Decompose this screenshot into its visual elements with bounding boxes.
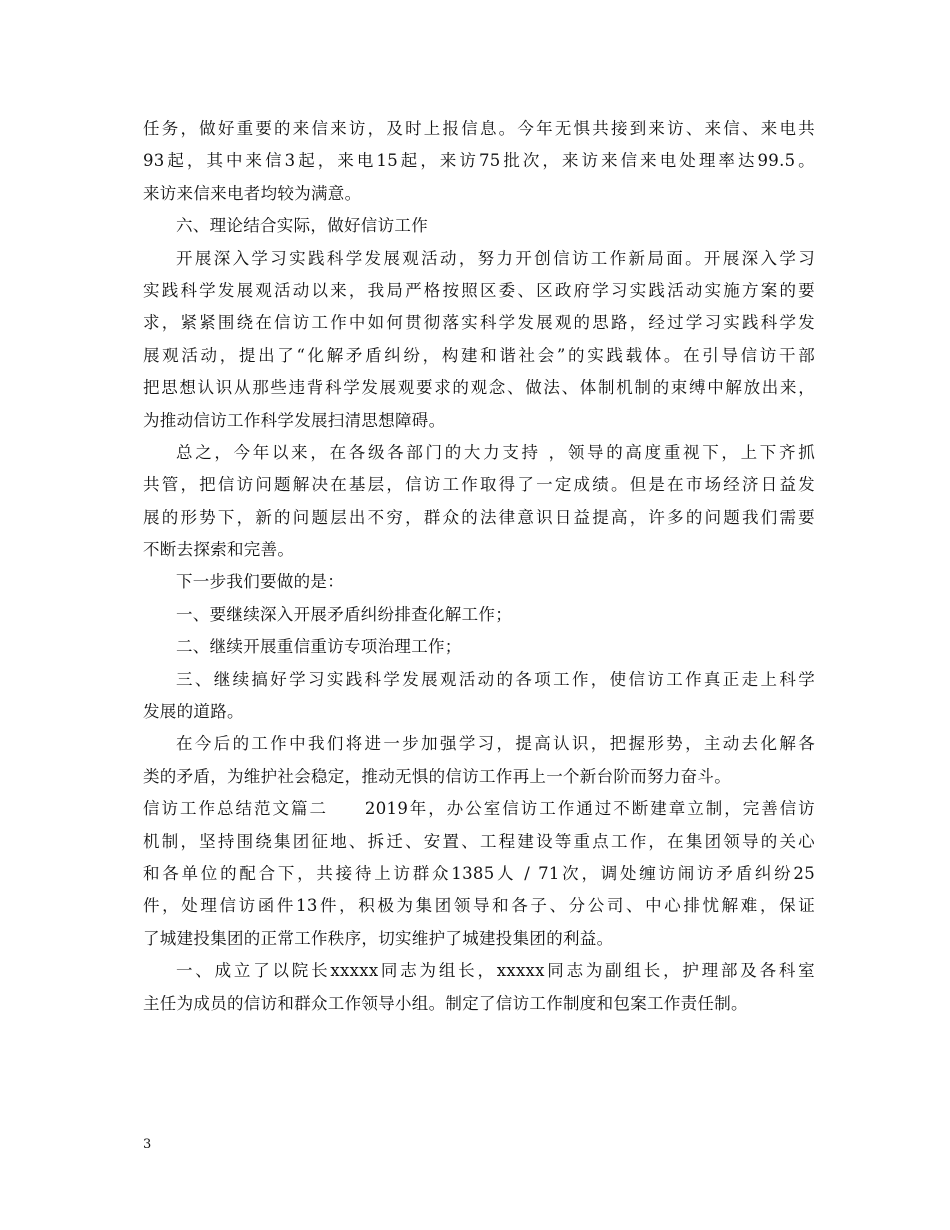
text-line: 主任为成员的信访和群众工作领导小组。制定了信访工作制度和包案工作责任制。 bbox=[143, 993, 748, 1013]
text-line: 了城建投集团的正常工作秩序，切实维护了城建投集团的利益。 bbox=[143, 928, 614, 948]
page-number: 3 bbox=[143, 1137, 152, 1152]
text-line: 展的形势下，新的问题层出不穷，群众的法律意识日益提高，许多的问题我们需要 bbox=[143, 507, 815, 527]
text-line: 来访来信来电者均较为满意。 bbox=[143, 183, 362, 203]
text-line: 为推动信访工作科学发展扫清思想障碍。 bbox=[143, 410, 446, 430]
text-line: 总之，今年以来，在各级各部门的大力支持 ，领导的高度重视下，上下齐抓 bbox=[176, 442, 815, 462]
text-line: 在今后的工作中我们将进一步加强学习，提高认识，把握形势，主动去化解各 bbox=[176, 734, 815, 754]
text-line: 93起，其中来信3起，来电15起，来访75批次，来访来信来电处理率达99.5。 bbox=[143, 151, 815, 171]
text-line: 共管，把信访问题解决在基层，信访工作取得了一定成绩。但是在市场经济日益发 bbox=[143, 475, 815, 495]
text-line: 一、成立了以院长xxxxx同志为组长，xxxxx同志为副组长，护理部及各科室 bbox=[176, 961, 815, 981]
list-item: 三、继续搞好学习实践科学发展观活动的各项工作，使信访工作真正走上科学 bbox=[176, 669, 815, 689]
text-line: 件，处理信访函件13件，积极为集团领导和各子、分公司、中心排忧解难，保证 bbox=[143, 896, 815, 916]
list-item: 二、继续开展重信重访专项治理工作； bbox=[176, 637, 462, 657]
text-line: 机制，坚持围绕集团征地、拆迁、安置、工程建设等重点工作，在集团领导的关心 bbox=[143, 831, 815, 851]
text-line: 下一步我们要做的是： bbox=[176, 572, 344, 592]
text-line: 把思想认识从那些违背科学发展观要求的观念、做法、体制机制的束缚中解放出来， bbox=[143, 378, 815, 398]
text-line: 类的矛盾，为维护社会稳定，推动无惧的信访工作再上一个新台阶而努力奋斗。 bbox=[143, 766, 731, 786]
text-line: 不断去探索和完善。 bbox=[143, 540, 295, 560]
text-line: 展观活动，提出了“化解矛盾纠纷，构建和谐社会”的实践载体。在引导信访干部 bbox=[143, 345, 815, 365]
text-line: 和各单位的配合下，共接待上访群众1385人 / 71次，调处缠访闹访矛盾纠纷25 bbox=[143, 863, 815, 883]
text-line: 任务，做好重要的来信来访，及时上报信息。今年无惧共接到来访、来信、来电共 bbox=[143, 119, 815, 138]
text-line: 求，紧紧围绕在信访工作中如何贯彻落实科学发展观的思路，经过学习实践科学发 bbox=[143, 313, 815, 333]
document-body bbox=[143, 113, 815, 1020]
text-line: 实践科学发展观活动以来，我局严格按照区委、区政府学习实践活动实施方案的要 bbox=[143, 280, 815, 300]
text-line: 发展的道路。 bbox=[143, 702, 244, 722]
text-line: 开展深入学习实践科学发展观活动，努力开创信访工作新局面。开展深入学习 bbox=[176, 248, 815, 268]
section-heading: 六、理论结合实际，做好信访工作 bbox=[176, 216, 428, 236]
text-line: 信访工作总结范文篇二 2019年，办公室信访工作通过不断建章立制，完善信访 bbox=[143, 799, 815, 819]
list-item: 一、要继续深入开展矛盾纠纷排查化解工作； bbox=[176, 604, 512, 624]
